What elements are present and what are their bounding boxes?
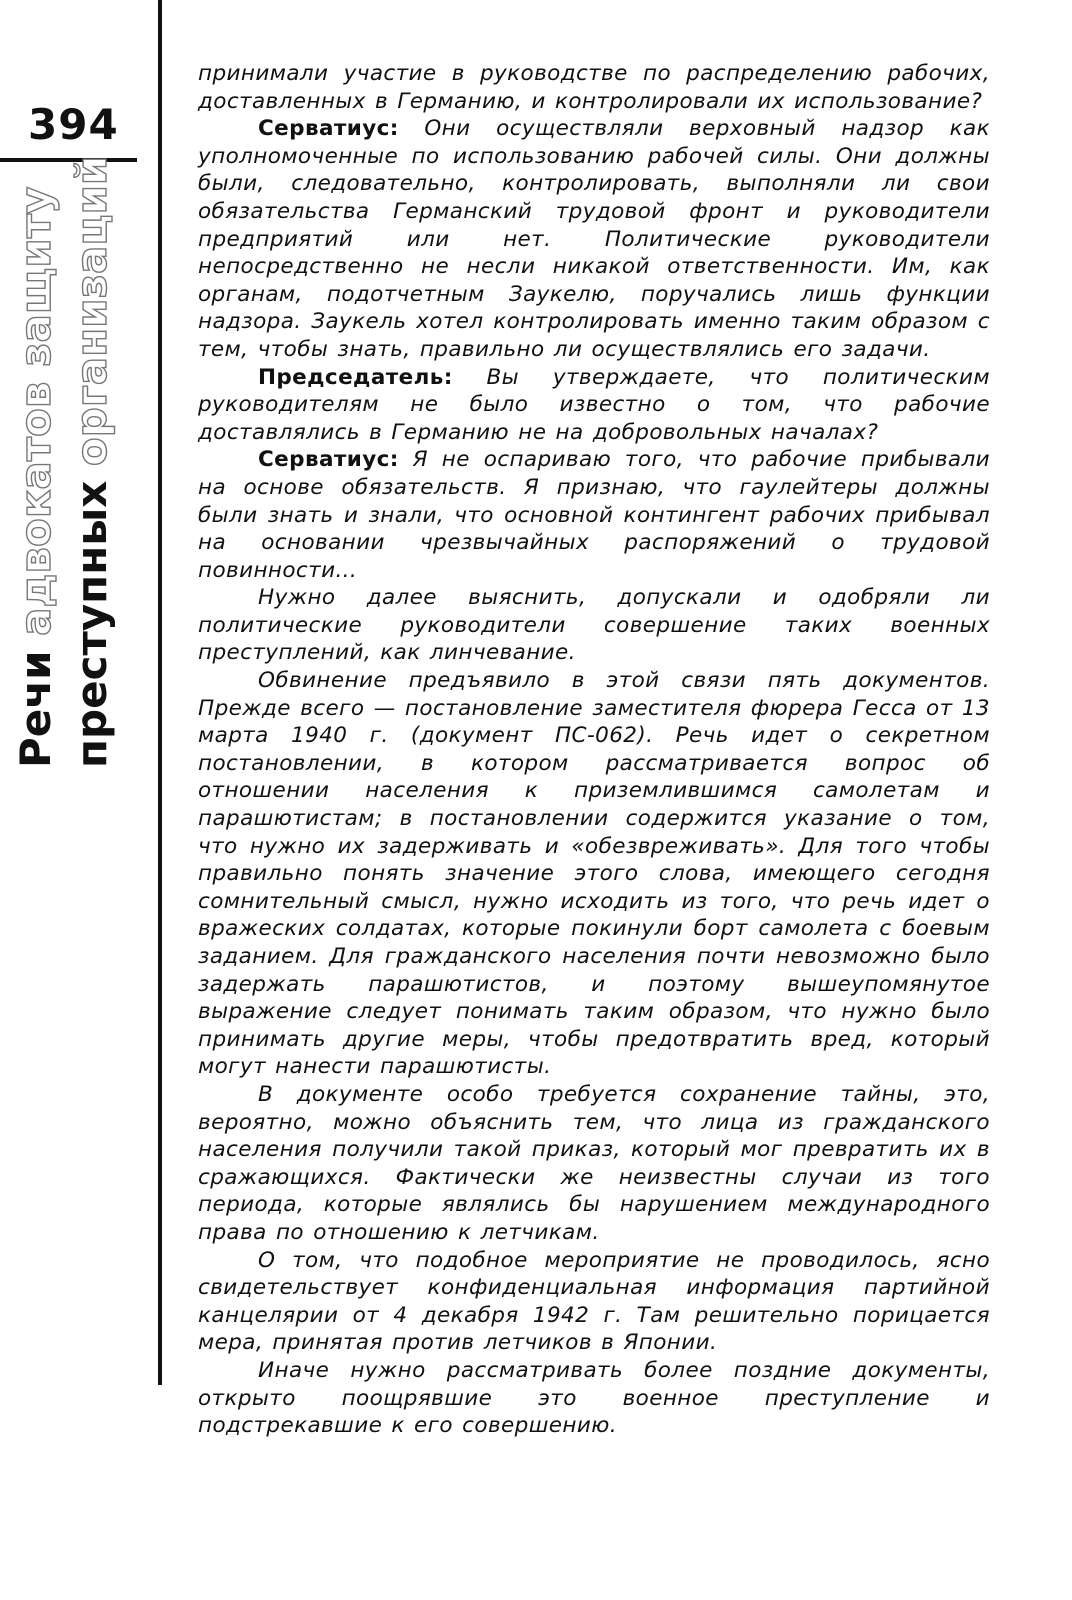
paragraph: [198, 60, 990, 115]
paragraph: [198, 364, 990, 447]
paragraph-text: принимали участие в руководстве по распределению рабочих, доставленных в Германию, и контролировали их использование?: [198, 61, 990, 114]
paragraph-text: Они осуществляли верховный надзор как уполномоченные по использованию рабочей силы. Они должны были, следовательно, контролировать, выполняли ли свои обязательства Германский трудовой фронт и руководители предприятий или нет. Политические руководители непосредственно не несли никакой ответственности. Им, как органам, подотчетным Заукелю, поручались лишь функции надзора. Заукель хотел контролировать именно таким образом с тем, чтобы знать, правильно ли осуществлялись его задачи.: [198, 116, 990, 362]
running-title-line-2: [64, 155, 120, 768]
paragraph: [198, 446, 990, 584]
paragraph: [198, 1247, 990, 1357]
speaker-label: Серватиус:: [258, 116, 399, 142]
running-title-light-2: организаций: [67, 155, 116, 467]
paragraph-text: Нужно далее выяснить, допускали и одобряли ли политические руководители совершение таких военных преступлений, как линчевание.: [198, 585, 990, 666]
paragraph-text: Обвинение предъявило в этой связи пять документов. Прежде всего — постановление заместителя фюрера Гесса от 13 марта 1940 г. (документ ПС-062). Речь идет о секретном постановлении, в котором рассматривается вопрос об отношении населения к приземлившимся самолетам и парашютистам; в постановлении содержится указание о том, что нужно их задерживать и «обезвреживать». Для того чтобы правильно понять значение этого слова, имеющего сегодня сомнительный смысл, нужно исходить из того, что речь идет о вражеских солдатах, которые покинули борт самолета с боевым заданием. Для гражданского населения почти невозможно было задержать парашютистов, и поэтому вышеупомянутое выражение следует понимать таким образом, что нужно было принимать другие меры, чтобы предотвратить вред, который могут нанести парашютисты.: [198, 668, 990, 1080]
running-title-dark-2: преступных: [67, 466, 116, 768]
paragraph: [198, 1357, 990, 1440]
running-title: [8, 155, 120, 768]
paragraph: [198, 1081, 990, 1247]
running-title-line-1: [8, 168, 64, 768]
paragraph: [198, 667, 990, 1081]
running-title-dark-1: Речи: [11, 635, 60, 768]
body-text: [198, 60, 990, 1440]
page-number: 394: [28, 100, 119, 149]
speaker-label: Председатель:: [258, 364, 453, 390]
running-title-light-1b: защиту: [11, 186, 60, 367]
margin-rule: [158, 0, 162, 1385]
paragraph-text: Я не оспариваю того, что рабочие прибывали на основе обязательств. Я признаю, что гаулейтеры должны были знать и знали, что основной контингент рабочих прибывал на основании чрезвычайных распоряжений о трудовой повинности...: [198, 447, 990, 583]
paragraph-text: Вы утверждаете, что политическим руководителям не было известно о том, что рабочие доставлялись в Германию не на добровольных началах?: [198, 364, 990, 445]
paragraph: [198, 584, 990, 667]
running-title-light-1: адвокатов: [11, 366, 60, 636]
paragraph: [198, 115, 990, 363]
paragraph-text: В документе особо требуется сохранение тайны, это, вероятно, можно объяснить тем, что лица из гражданского населения получили такой приказ, который мог превратить их в сражающихся. Фактически же неизвестны случаи из того периода, которые являлись бы нарушением международного права по отношению к летчикам.: [198, 1081, 990, 1245]
paragraph-text: Иначе нужно рассматривать более поздние документы, открыто поощрявшие это военное преступление и подстрекавшие к его совершению.: [198, 1357, 990, 1439]
speaker-label: Серватиус:: [258, 447, 399, 473]
paragraph-text: О том, что подобное мероприятие не проводилось, ясно свидетельствует конфиденциальная информация партийной канцелярии от 4 декабря 1942 г. Там решительно порицается мера, принятая против летчиков в Японии.: [198, 1247, 990, 1356]
